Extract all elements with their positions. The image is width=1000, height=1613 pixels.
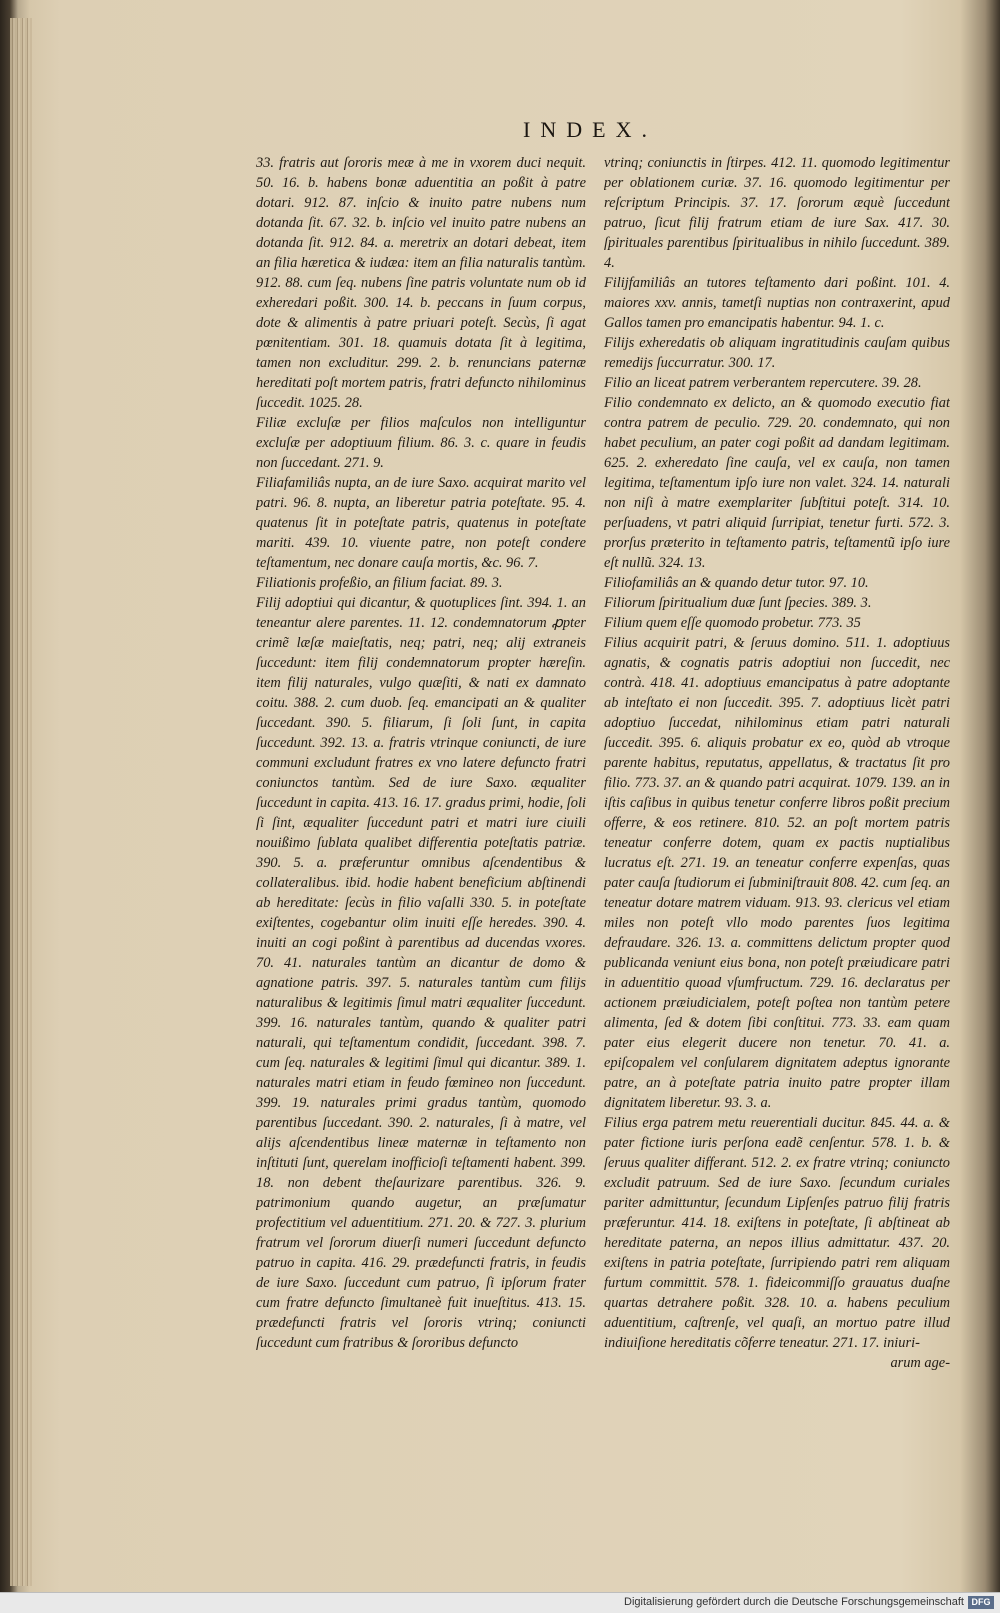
index-entry: Filij adoptiui qui dicantur, & quotuplices ſint. 394. 1. an teneantur alere parentes. 11. 12. condemnatorum ꝓpter crimẽ læſæ maieſtatis, neq; patri, neq; alij extraneis ſuccedunt: item filij condemnatorum propter hæreſin. item filij naturales, vulgo quæſiti, & nati ex damnato coitu. 388. 2. cum duob. ſeq. emancipati an & qualiter ſuccedant. 390. 5. filiarum, ſi ſoli ſunt, in capita ſuccedunt. 392. 13. a. fratris vtrinque coniuncti, de iure communi excludunt fratres ex vno latere defuncto fratri coniunctos tantùm. Sed de iure Saxo. æqualiter ſuccedunt in capita. 413. 16. 17. gradus primi, hodie, ſoli ſi ſint, æqualiter ſuccedunt patri et matri iure ciuili nouißimo ſublata qualibet differentia poteſtatis patriæ. 390. 5. a. præferuntur omnibus aſcendentibus & collateralibus. ibid. hodie habent beneficium abſtinendi ab hereditate: ſecùs in filio vaſalli 330. 5. in poteſtate exiſtentes, cogebantur olim inuiti eſſe heredes. 390. 4. inuiti an cogi poßint à parentibus ad ducendas vxores. 70. 41. naturales tantùm an dicantur de domo & agnatione patris. 397. 5. naturales tantùm cum filijs naturalibus & legitimis ſimul matri æqualiter ſuccedunt. 399. 16. naturales tantùm, quando & qualiter patri naturali, qui teſtamentum condidit, ſuccedant. 398. 7. cum ſeq. naturales & legitimi ſimul qui dicantur. 389. 1. naturales matri etiam in feudo fœmineo non ſuccedunt. 399. 19. naturales primi gradus tantùm, quomodo parentibus ſuccedant. 390. 2. naturales, ſi à matre, vel alijs aſcendentibus lineæ maternæ in teſtamento non inſtituti ſunt, querelam inofficioſi teſtamenti habent. 399. 18. non debent theſaurizare parentibus. 326. 9. patrimonium quando augetur, an præſumatur profectitium vel aduentitium. 271. 20. & 727. 3. plurium fratrum vel ſororum diuerſi numeri ſuccedunt defuncto patruo in capita. 416. 29. prædefuncti fratris, in feudis de iure Saxo. ſuccedunt cum patruo, ſi ipſorum frater cum fratre defuncto ſimultaneè fuit inueſtitus. 413. 15. prædefuncti fratris vel ſororis vtrinq; coniuncti ſuccedunt cum fratribus & ſororibus defuncto [256,595,586,1351]
index-entry: Filiorum ſpiritualium duæ ſunt ſpecies. 389. 3. [604,595,872,611]
index-entry: vtrinq; coniunctis in ſtirpes. 412. 11. quomodo legitimentur per oblationem curiæ. 37. 16. quomodo legitimentur per reſcriptum Principis. 37. 17. ſororum æquè ſuccedunt patruo, ſicut filij fratrum etiam de iure Sax. 417. 30. ſpirituales parentibus ſpiritualibus in nihilo ſuccedunt. 389. 4. [604,155,950,271]
page-header [0,117,1000,147]
index-entry: Filius erga patrem metu reuerentiali ducitur. 845. 44. a. & pater fictione iuris perſona eadẽ cenſentur. 578. 1. b. & ſeruus qualiter differant. 512. 2. ex fratre vtrinq; coniuncto excludit patruum. Sed de iure Saxo. ſecundum curiales pariter admittuntur, ſecundum Lipſenſes patruo filij fratris præferuntur. 414. 18. exiſtens in poteſtate, ſi abſtineat ab hereditate paterna, an nepos illius admittatur. 437. 20. exiſtens in patria poteſtate, ſurripiendo patri rem aliquam furtum committit. 578. 1. fideicommiſſo grauatus duaſne quartas detrahere poßit. 328. 10. a. habens peculium aduentitium, caſtrenſe, vel quaſi, an mortuo patre illud indiuiſione hereditatis cõferre teneatur. 271. 17. iniuri- [604,1115,950,1351]
page-title: INDEX. [523,117,657,142]
index-column-right [604,153,950,1613]
index-entry: Filium quem eſſe quomodo probetur. 773. 35 [604,615,861,631]
index-entry: Filiafamiliâs nupta, an de iure Saxo. acquirat marito vel patri. 96. 8. nupta, an liberetur patria poteſtate. 95. 4. quatenus ſit in poteſtate patris, quatenus in poteſtate mariti. 439. 10. viuente patre, non poteſt condere teſtamentum, nec donare cauſa mortis, &c. 96. 7. [256,475,586,571]
index-entry: Filio an liceat patrem verberantem repercutere. 39. 28. [604,375,922,391]
index-entry: 33. fratris aut ſororis meæ à me in vxorem duci nequit. 50. 16. b. habens bonæ aduentitia an poßit à patre dotari. 912. 87. inſcio & inuito patre nubens num dotanda ſit. 67. 32. b. inſcio vel inuito patre nubens an dotanda ſit. 912. 84. a. meretrix an dotari debeat, item an filia hæretica & iudæa: item an filia naturalis tantùm. 912. 88. cum ſeq. nubens ſine patris voluntate num ob id exheredari poßit. 300. 14. b. peccans in ſuum corpus, dote & alimentis à patre priuari poteſt. Secùs, ſi agat pœnitentiam. 301. 18. quamuis dotata ſit à legitima, tamen non excluditur. 299. 2. b. renuncians paternæ hereditati poſt mortem patris, fratri defuncto nihilominus ſuccedit. 1025. 28. [256,155,586,411]
index-entry: Filiofamiliâs an & quando detur tutor. 97. 10. [604,575,869,591]
index-entry: Filijs exheredatis ob aliquam ingratitudinis cauſam quibus remedijs ſuccurratur. 300. 17. [604,335,950,371]
index-entry: Filiationis profeßio, an filium faciat. 89. 3. [256,575,503,591]
index-column-left [256,153,586,1613]
index-entry: Filijfamiliâs an tutores teſtamento dari poßint. 101. 4. maiores xxv. annis, tametſi nuptias non contraxerint, apud Gallos tamen pro emancipatis habentur. 94. 1. c. [604,275,950,331]
digitization-footer [0,1592,1000,1613]
index-entry: Filiæ excluſæ per filios maſculos non intelliguntur excluſæ per adoptiuum filium. 86. 3. c. quare in feudis non ſuccedant. 271. 9. [256,415,586,471]
index-entry: Filio condemnato ex delicto, an & quomodo executio fiat contra patrem de peculio. 729. 20. condemnato, qui non habet peculium, an pater cogi poßit ad dandam legitimam. 625. 2. exheredato ſine cauſa, vel ex cauſa, non tamen legitima, teſtamentum ipſo iure non valet. 324. 14. naturali non niſi à matre exemplariter ſubſtitui poteſt. 314. 10. perſuadens, vt patri aliquid ſurripiat, tenetur furti. 572. 3. prorſus præterito in teſtamento patris, teſtamentũ ipſo iure eſt nullũ. 324. 13. [604,395,950,571]
funding-credit: Digitalisierung gefördert durch die Deutsche Forschungsgemeinschaft [624,1596,964,1608]
index-entry: Filius acquirit patri, & ſeruus domino. 511. 1. adoptiuus agnatis, & cognatis patris adoptiui non ſuccedit, nec contrà. 418. 41. adoptiuus emancipatus à patre adoptante ab inteſtato ei non ſuccedit. 395. 7. adoptiuus licèt patri adoptiuo ſuccedat, nihilominus etiam patri naturali ſuccedit. 395. 6. aliquis probatur ex eo, quòd ab vtroque parente habitus, reputatus, appellatus, & tractatus ſit pro filio. 773. 37. an & quando patri acquirat. 1079. 139. an in iſtis caſibus in quibus tenetur conferre libros poßit precium offerre, & eos retinere. 810. 52. an poſt mortem patris teneatur conferre dotem, quam ex pactis nuptialibus lucratus eſt. 271. 19. an teneatur conferre expenſas, quas pater cauſa ſtudiorum ei ſubminiſtrauit 808. 42. cum ſeq. an teneatur dotare matrem viduam. 913. 93. clericus vel etiam miles non poteſt vllo modo parentes ſuos legitima defraudare. 326. 13. a. committens delictum propter quod publicanda veniunt eius bona, non poteſt præiudicare patri in aduentitio quoad vſumfructum. 729. 16. declaratus per actionem præiudicialem, poteſt poſtea non tantùm petere alimenta, ſed & dotem ſibi conſtitui. 773. 33. eam quam pater eius elegerit ducere non tenetur. 70. 41. a. epiſcopalem vel conſularem dignitatem adeptus ignorante patre, an à poteſtate patria inuito patre propter illam dignitatem liberetur. 93. 3. a. [604,635,950,1111]
dfg-logo-icon: DFG [968,1596,994,1609]
page-stack-edge [10,18,32,1586]
catchword: arum age- [890,1355,950,1371]
